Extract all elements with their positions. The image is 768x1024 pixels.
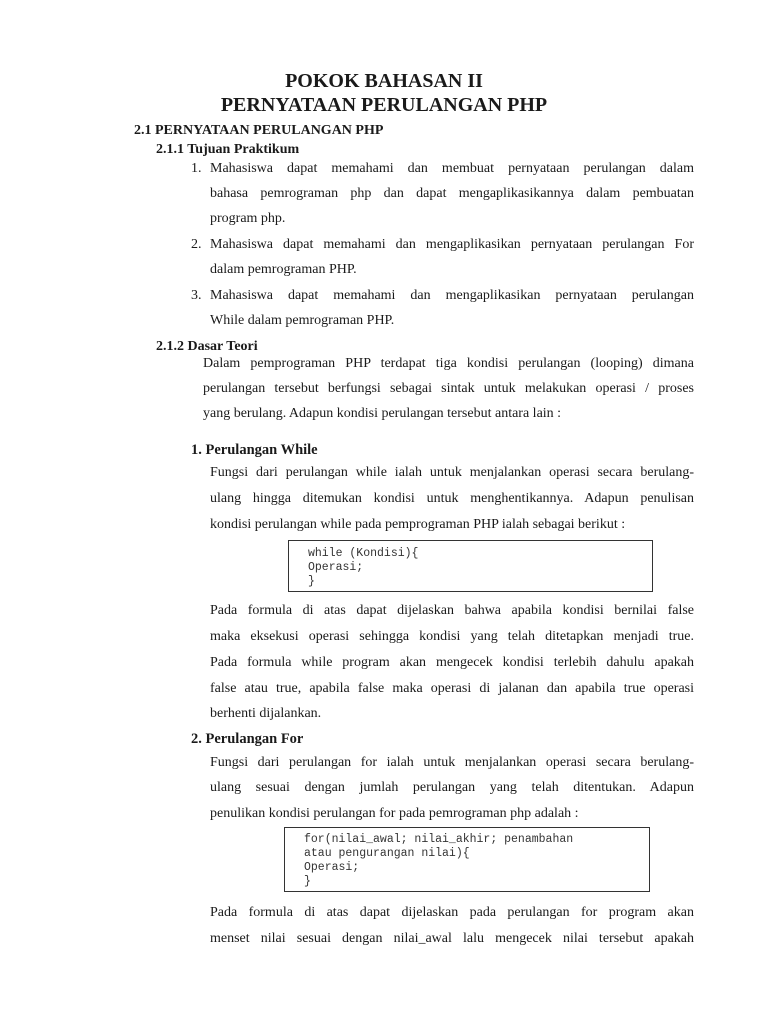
list-item-line: bahasa pemrograman php dan dapat mengaplikasikannya dalam pembuatan	[210, 186, 694, 201]
heading-perulangan-for: 2. Perulangan For	[191, 731, 304, 747]
list-item-number: 3.	[191, 288, 202, 303]
paragraph-line: kondisi perulangan while pada pemprograman PHP ialah sebagai berikut :	[210, 517, 626, 532]
paragraph-line: false atau true, apabila false maka operasi di jalanan dan apabila true operasi	[210, 681, 694, 696]
code-block-for	[284, 827, 650, 892]
code-block-while	[288, 540, 653, 592]
paragraph-line: ulang hingga ditemukan kondisi untuk menghentikannya. Adapun penulisan	[210, 491, 694, 506]
code-line: }	[308, 575, 315, 588]
list-item-line: dalam pemrograman PHP.	[210, 262, 357, 277]
paragraph-line: Fungsi dari perulangan for ialah untuk menjalankan operasi secara berulang-	[210, 755, 694, 770]
paragraph-line: menset nilai sesuai dengan nilai_awal lalu mengecek nilai tersebut apakah	[210, 931, 694, 946]
code-line: for(nilai_awal; nilai_akhir; penambahan	[304, 833, 574, 846]
page-title: POKOK BAHASAN II	[285, 70, 483, 92]
list-item-line: Mahasiswa dapat memahami dan membuat pernyataan perulangan dalam	[210, 161, 694, 176]
paragraph-line: berhenti dijalankan.	[210, 706, 322, 721]
paragraph-line: Pada formula while program akan mengecek kondisi terlebih dahulu apakah	[210, 655, 694, 670]
list-item-number: 1.	[191, 161, 202, 176]
list-item-line: program php.	[210, 211, 286, 226]
list-item-number: 2.	[191, 237, 202, 252]
list-item-line: While dalam pemrograman PHP.	[210, 313, 395, 328]
code-line: Operasi;	[308, 561, 364, 574]
paragraph-line: yang berulang. Adapun kondisi perulangan tersebut antara lain :	[203, 406, 562, 421]
paragraph-line: ulang sesuai dengan jumlah perulangan yang telah ditentukan. Adapun	[210, 780, 694, 795]
code-line: atau pengurangan nilai){	[304, 847, 470, 860]
paragraph-line: penulikan kondisi perulangan for pada pemrograman php adalah :	[210, 806, 579, 821]
section-heading: 2.1 PERNYATAAN PERULANGAN PHP	[134, 123, 384, 138]
paragraph-line: maka eksekusi operasi sehingga kondisi yang telah ditetapkan menjadi true.	[210, 629, 694, 644]
list-item-line: Mahasiswa dapat memahami dan mengaplikasikan pernyataan perulangan For	[210, 237, 694, 252]
heading-perulangan-while: 1. Perulangan While	[191, 442, 318, 458]
code-line: while (Kondisi){	[308, 547, 419, 560]
code-line: Operasi;	[304, 861, 360, 874]
subsection-heading-tujuan: 2.1.1 Tujuan Praktikum	[156, 142, 300, 157]
subsection-heading-dasar-teori: 2.1.2 Dasar Teori	[156, 339, 258, 354]
paragraph-line: Fungsi dari perulangan while ialah untuk menjalankan operasi secara berulang-	[210, 465, 694, 480]
code-line: }	[304, 875, 311, 888]
list-item-line: Mahasiswa dapat memahami dan mengaplikasikan pernyataan perulangan	[210, 288, 694, 303]
page-subtitle: PERNYATAAN PERULANGAN PHP	[220, 94, 548, 116]
paragraph-line: Pada formula di atas dapat dijelaskan pada perulangan for program akan	[210, 905, 694, 920]
paragraph-line: Pada formula di atas dapat dijelaskan bahwa apabila kondisi bernilai false	[210, 603, 694, 618]
paragraph-line: perulangan tersebut berfungsi sebagai sintak untuk melakukan operasi / proses	[203, 381, 694, 396]
paragraph-line: Dalam pemprograman PHP terdapat tiga kondisi perulangan (looping) dimana	[203, 356, 694, 371]
